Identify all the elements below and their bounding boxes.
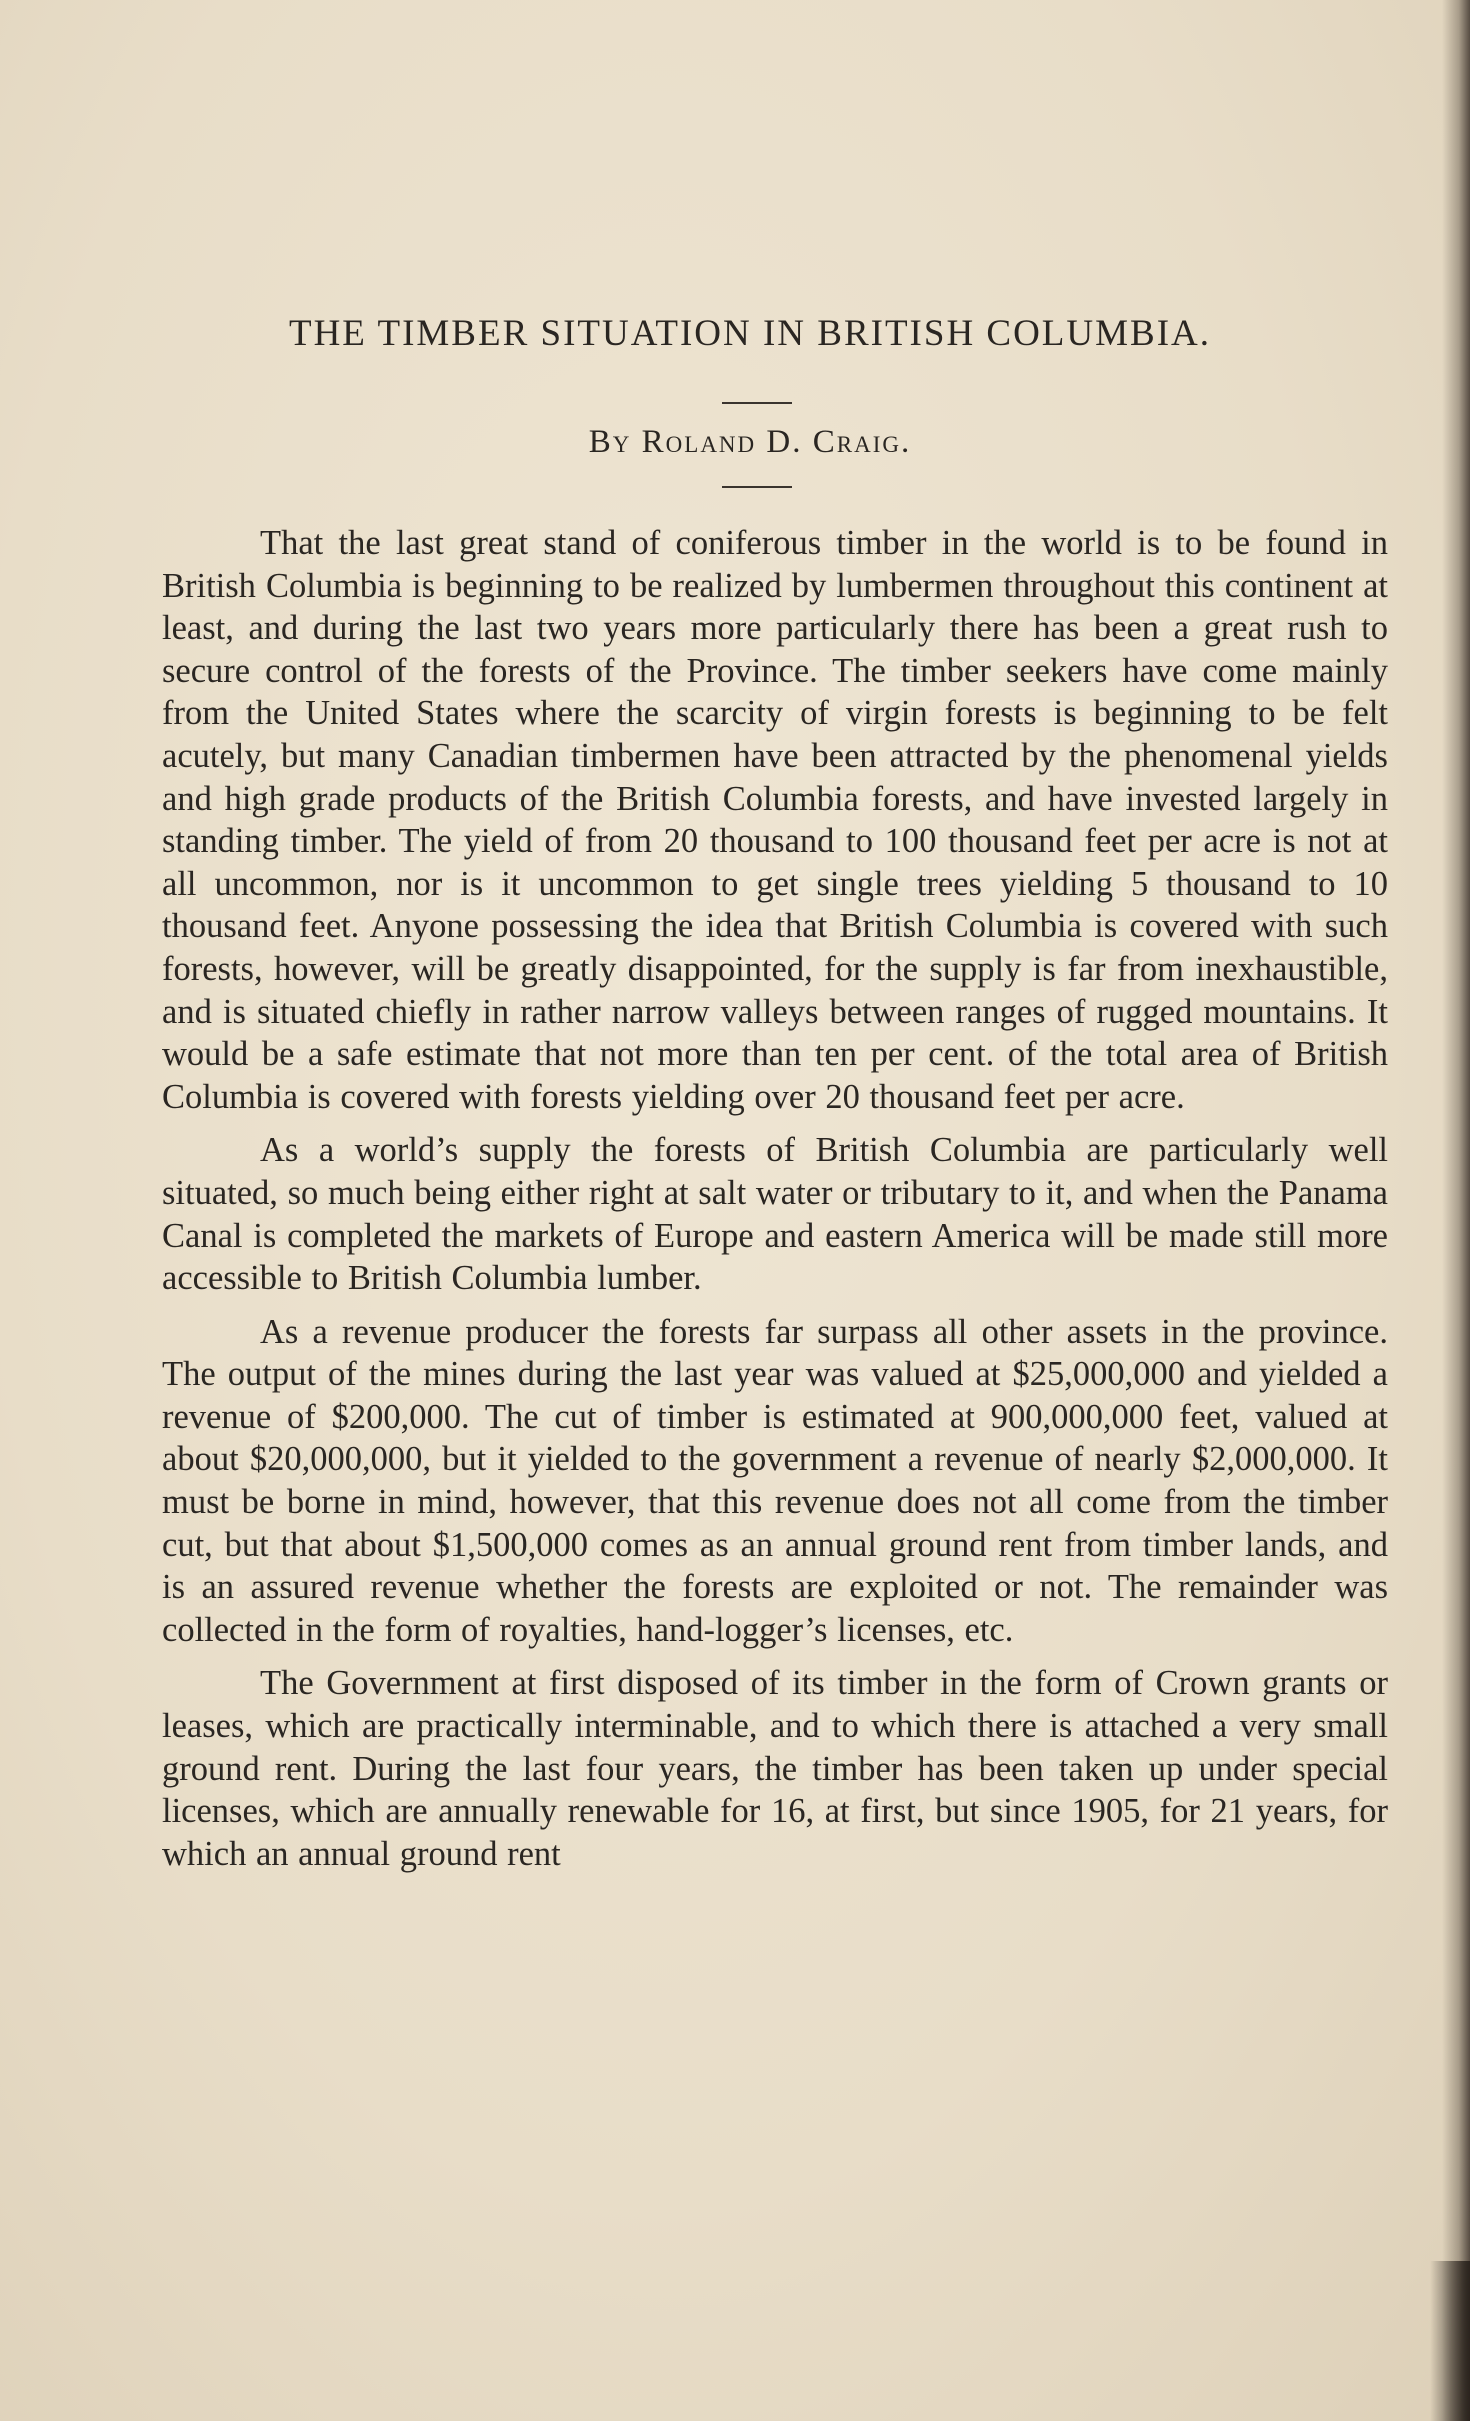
title-divider [722, 402, 792, 404]
page-edge-shadow [1442, 0, 1470, 2421]
paragraph: As a world’s supply the forests of British Columbia are particularly well situated, so much being either right at salt water or tributary to it, and when the Panama Canal is completed the markets of Europe and eastern America will be made still more accessible to British Columbia lumber. [162, 1131, 1388, 1298]
paragraph: As a revenue producer the forests far surpass all other assets in the province. The output of the mines during the last year was valued at $25,000,000 and yielded a revenue of $200,000. The cut of timber is estimated at 900,000,000 feet, valued at about $20,000,000, but it yielded to the government a revenue of nearly $2,000,000. It must be borne in mind, however, that this revenue does not all come from the timber cut, but that about $1,500,000 comes as an annual ground rent from timber lands, and is an assured revenue whether the forests are exploited or not. The remainder was collected in the form of royalties, hand-logger’s licenses, etc. [162, 1312, 1388, 1649]
article-title: THE TIMBER SITUATION IN BRITISH COLUMBIA. [288, 313, 1211, 354]
paragraph: That the last great stand of coniferous timber in the world is to be found in British Columbia is beginning to be realized by lumbermen throughout this continent at least, and during the last two years more particularly there has been a great rush to secure control of the forests of the Province. The timber seekers have come mainly from the United States where the scarcity of virgin forests is beginning to be felt acutely, but many Canadian timbermen have been attracted by the phenomenal yields and high grade products of the British Columbia forests, and have invested largely in standing timber. The yield of from 20 thousand to 100 thousand feet per acre is not at all uncommon, nor is it uncommon to get single trees yielding 5 thousand to 10 thousand feet. Anyone possessing the idea that British Columbia is covered with such forests, however, will be greatly disappointed, for the supply is far from inexhaustible, and is situated chiefly in rather narrow valleys between ranges of rugged mountains. It would be a safe estimate that not more than ten per cent. of the total area of British Columbia is covered with forests yielding over 20 thousand feet per acre. [162, 524, 1388, 1116]
paragraph: The Government at first disposed of its timber in the form of Crown grants or leases, which are practically interminable, and to which there is attached a very small ground rent. During the last four years, the timber has been taken up under special licenses, which are annually renewable for 16, at first, but since 1905, for 21 years, for which an annual ground rent [162, 1664, 1388, 1873]
article-body [162, 522, 1388, 1886]
article-byline: By Roland D. Craig. [588, 424, 912, 460]
byline-divider [722, 486, 792, 488]
page-corner-shadow [1430, 2261, 1470, 2421]
